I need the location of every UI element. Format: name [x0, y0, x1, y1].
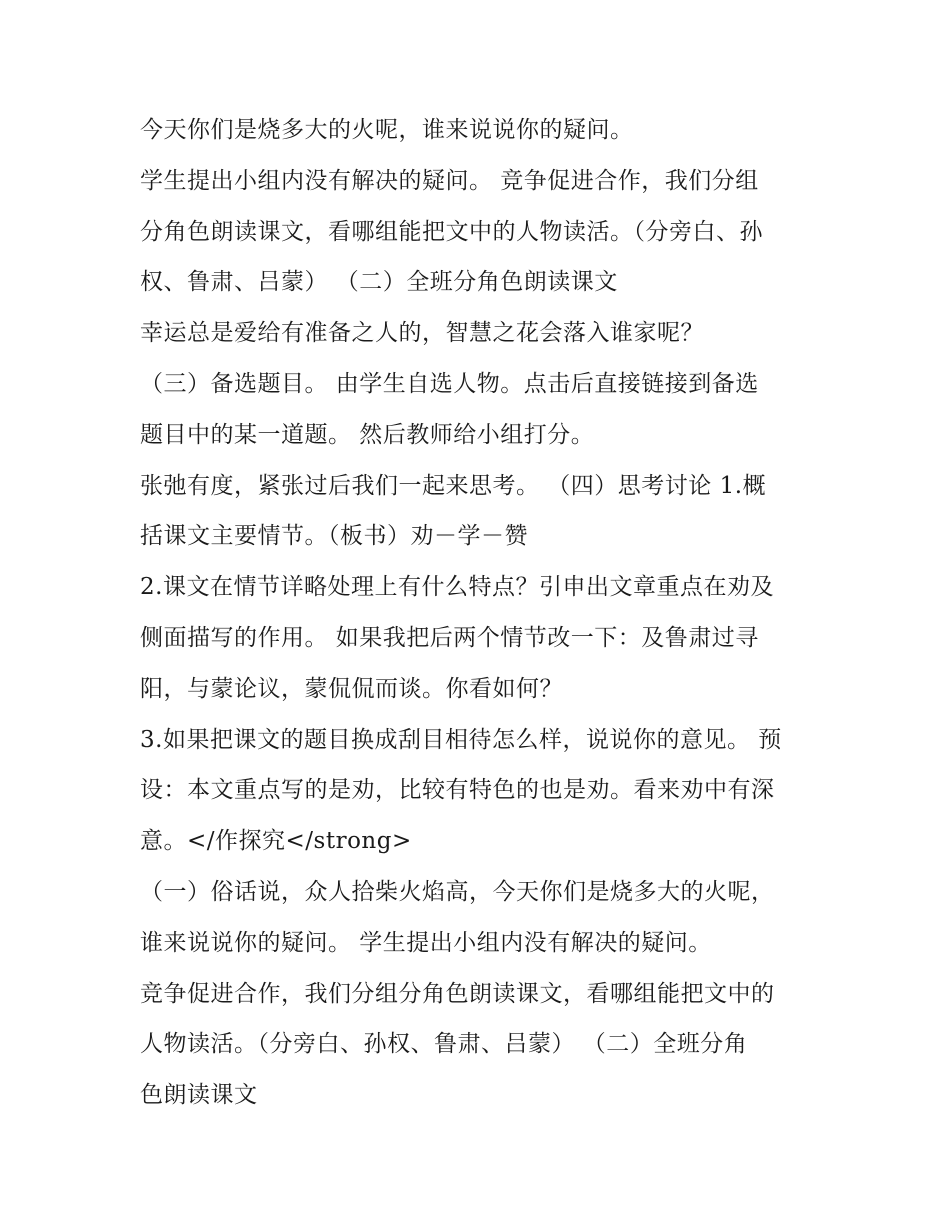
text-line: 学生提出小组内没有解决的疑问。 竞争促进合作，我们分组 [140, 167, 759, 194]
text-line: （一）俗话说，众人拾柴火焰高，今天你们是烧多大的火呢， [140, 878, 775, 905]
text-line: 侧面描写的作用。 如果我把后两个情节改一下：及鲁肃过寻 [140, 624, 759, 651]
text-line: 2.课文在情节详略处理上有什么特点？引申出文章重点在劝及 [140, 574, 774, 601]
text-line: 3.如果把课文的题目换成刮目相待怎么样，说说你的意见。 预 [140, 726, 782, 753]
text-line: 竞争促进合作，我们分组分角色朗读课文，看哪组能把文中的 [140, 980, 775, 1007]
text-line: 谁来说说你的疑问。 学生提出小组内没有解决的疑问。 [140, 929, 712, 956]
text-line: 色朗读课文 [140, 1082, 258, 1109]
text-line: 括课文主要情节。（板书）劝－学－赞 [140, 523, 528, 550]
text-line: 阳，与蒙论议，蒙侃侃而谈。你看如何？ [140, 675, 563, 702]
text-line: 题目中的某一道题。 然后教师给小组打分。 [140, 421, 595, 448]
text-line: 权、鲁肃、吕蒙） （二）全班分角色朗读课文 [140, 269, 618, 296]
document-body [140, 105, 820, 1121]
text-line: 幸运总是爱给有准备之人的，智慧之花会落入谁家呢？ [140, 320, 704, 347]
text-line: 人物读活。（分旁白、孙权、鲁肃、吕蒙） （二）全班分角 [140, 1031, 748, 1058]
text-line: （三）备选题目。 由学生自选人物。点击后直接链接到备选 [140, 370, 759, 397]
text-line: 意。</作探究</strong> [140, 828, 412, 855]
text-line: 今天你们是烧多大的火呢，谁来说说你的疑问。 [140, 117, 634, 143]
text-line: 设：本文重点写的是劝，比较有特色的也是劝。看来劝中有深 [140, 777, 775, 804]
text-line: 张弛有度，紧张过后我们一起来思考。 （四）思考讨论 1.概 [140, 472, 767, 499]
text-line: 分角色朗读课文，看哪组能把文中的人物读活。（分旁白、孙 [140, 218, 763, 245]
